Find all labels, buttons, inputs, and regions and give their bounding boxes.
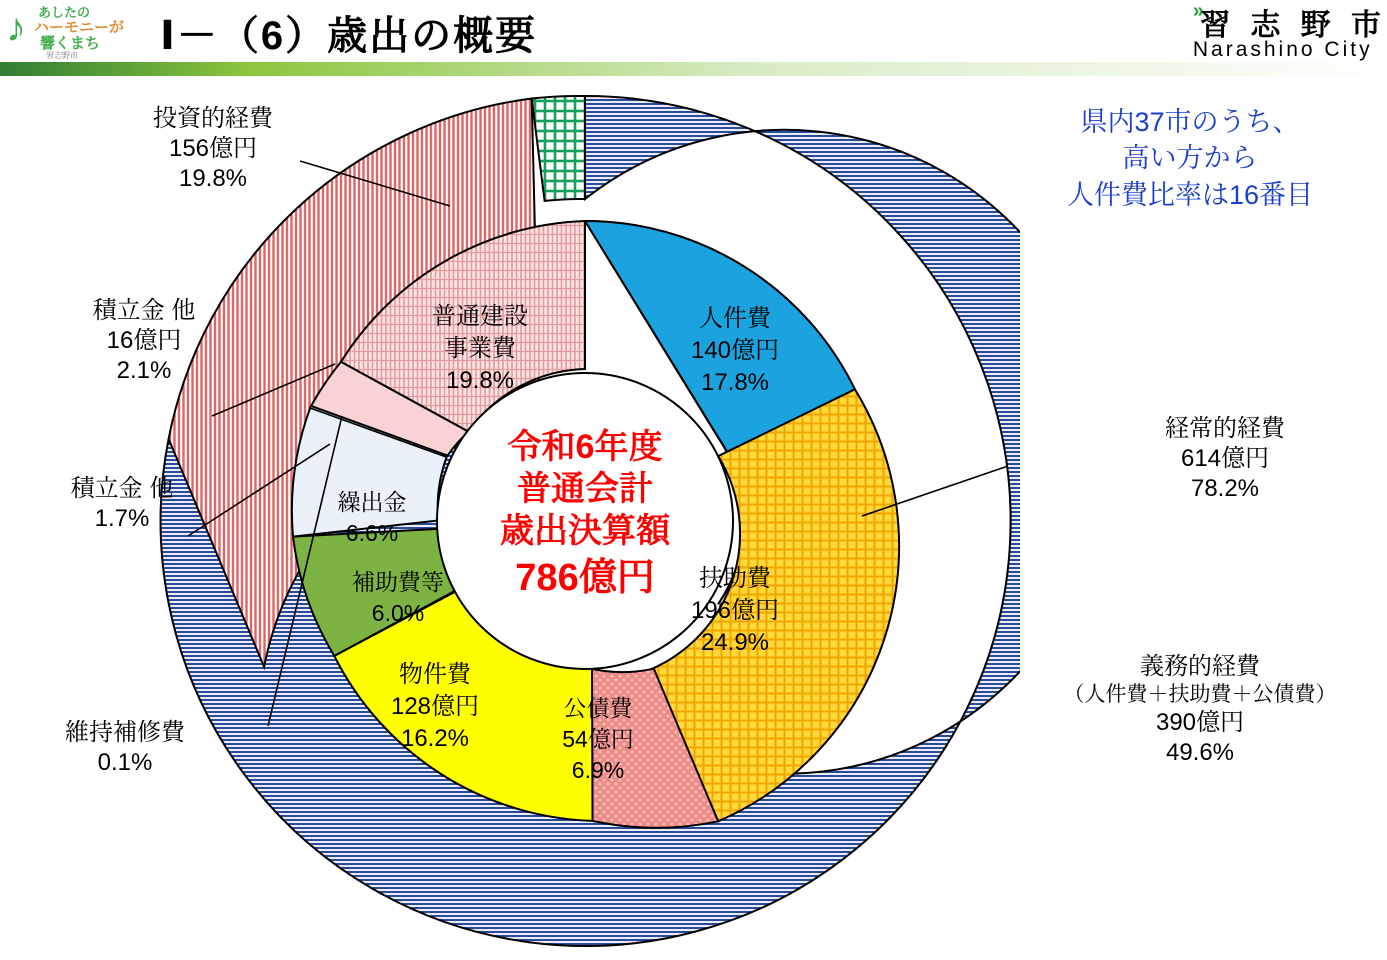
annotation-obligatory-amount: 390億円 bbox=[1155, 709, 1245, 737]
annotation-ordinary bbox=[1090, 414, 1360, 504]
annotation-reserve-amount: 16億円 bbox=[106, 327, 182, 354]
label-fujohi-name: 扶助費 bbox=[699, 565, 771, 592]
logo-line-4: 習志野市 bbox=[46, 51, 78, 60]
label-bukkenhi-name: 物件費 bbox=[399, 661, 471, 688]
label-jinkenhi-amount: 140億円 bbox=[690, 337, 780, 364]
outer-slice-reserve bbox=[532, 96, 585, 201]
label-jinkenhi-percent: 17.8% bbox=[700, 369, 770, 396]
annotation-maintenance-percent: 0.1% bbox=[97, 749, 153, 776]
annotation-reserve-name: 積立金 他 bbox=[92, 297, 196, 324]
label-fujohi-amount: 196億円 bbox=[690, 597, 780, 624]
label-jinkenhi-name: 人件費 bbox=[699, 305, 771, 332]
annotation-investment-percent: 19.8% bbox=[178, 165, 248, 192]
city-name-jp: 習 志 野 市 bbox=[1199, 9, 1387, 42]
annotation-investment-amount: 156億円 bbox=[168, 135, 258, 162]
center-line-2: 普通会計 bbox=[517, 470, 653, 508]
label-futsu-percent: 19.8% bbox=[445, 367, 515, 394]
label-kurid-name: 繰出金 bbox=[337, 489, 407, 515]
annotation-investment bbox=[88, 104, 338, 194]
label-kosaihi-percent: 6.9% bbox=[571, 757, 625, 783]
annotation-ordinary-amount: 614億円 bbox=[1180, 445, 1270, 472]
label-futsu-name-1: 普通建設 bbox=[432, 303, 528, 330]
page-header bbox=[0, 0, 1387, 78]
label-hojohi-name: 補助費等 bbox=[352, 569, 444, 595]
annotation-maintenance bbox=[20, 718, 230, 778]
logo-line-3: 響くまち bbox=[40, 35, 101, 52]
header-divider bbox=[0, 62, 1387, 76]
center-label bbox=[500, 427, 671, 599]
city-name-en: Narashino City bbox=[1192, 38, 1373, 61]
logo-line-2: ハーモニーが bbox=[34, 19, 125, 36]
annotation-investment-name: 投資的経費 bbox=[153, 105, 273, 132]
donut-chart-svg bbox=[150, 86, 1020, 956]
center-line-1: 令和6年度 bbox=[507, 428, 663, 466]
city-brand bbox=[1193, 0, 1387, 62]
annotation-obligatory-sub: （人件費＋扶助費＋公債費） bbox=[1063, 683, 1337, 706]
center-line-3: 歳出決算額 bbox=[500, 512, 670, 550]
annotation-ordinary-percent: 78.2% bbox=[1190, 475, 1260, 502]
annotation-reserve-inner-percent: 1.7% bbox=[94, 505, 150, 532]
city-logo bbox=[4, 2, 154, 60]
note-line-1: 県内37市のうち、 bbox=[1080, 107, 1300, 137]
annotation-obligatory-percent: 49.6% bbox=[1165, 739, 1235, 767]
donut-chart bbox=[150, 86, 1020, 956]
annotation-reserve-inner-name: 積立金 他 bbox=[70, 475, 174, 502]
label-hojohi-percent: 6.0% bbox=[371, 600, 425, 626]
annotation-obligatory bbox=[1020, 652, 1380, 768]
label-kosaihi-amount: 54億円 bbox=[562, 726, 634, 752]
label-bukkenhi-percent: 16.2% bbox=[400, 725, 470, 752]
label-kurid-percent: 6.6% bbox=[345, 520, 399, 546]
annotation-reserve-inner bbox=[22, 474, 222, 534]
label-futsu-name-2: 事業費 bbox=[444, 335, 516, 362]
label-fujohi-percent: 24.9% bbox=[700, 629, 770, 656]
chevron-right-icon: » bbox=[1192, 0, 1200, 22]
page-title: Ⅰ－（6）歳出の概要 bbox=[160, 14, 538, 58]
annotation-reserve-percent: 2.1% bbox=[116, 357, 172, 384]
note-line-3: 人件費比率は16番目 bbox=[1066, 179, 1314, 210]
annotation-obligatory-name: 義務的経費 bbox=[1140, 653, 1260, 680]
music-note-icon: ♪ bbox=[6, 6, 26, 50]
logo-line-1: あしたの bbox=[38, 5, 91, 20]
annotation-maintenance-name: 維持補修費 bbox=[65, 719, 185, 746]
label-kosaihi-name: 公債費 bbox=[563, 695, 633, 721]
annotation-reserve bbox=[34, 296, 254, 386]
annotation-ordinary-name: 経常的経費 bbox=[1165, 415, 1285, 442]
center-line-4: 786億円 bbox=[515, 557, 655, 599]
note-right bbox=[1000, 104, 1380, 213]
label-bukkenhi-amount: 128億円 bbox=[390, 693, 480, 720]
note-line-2: 高い方から bbox=[1122, 143, 1258, 174]
